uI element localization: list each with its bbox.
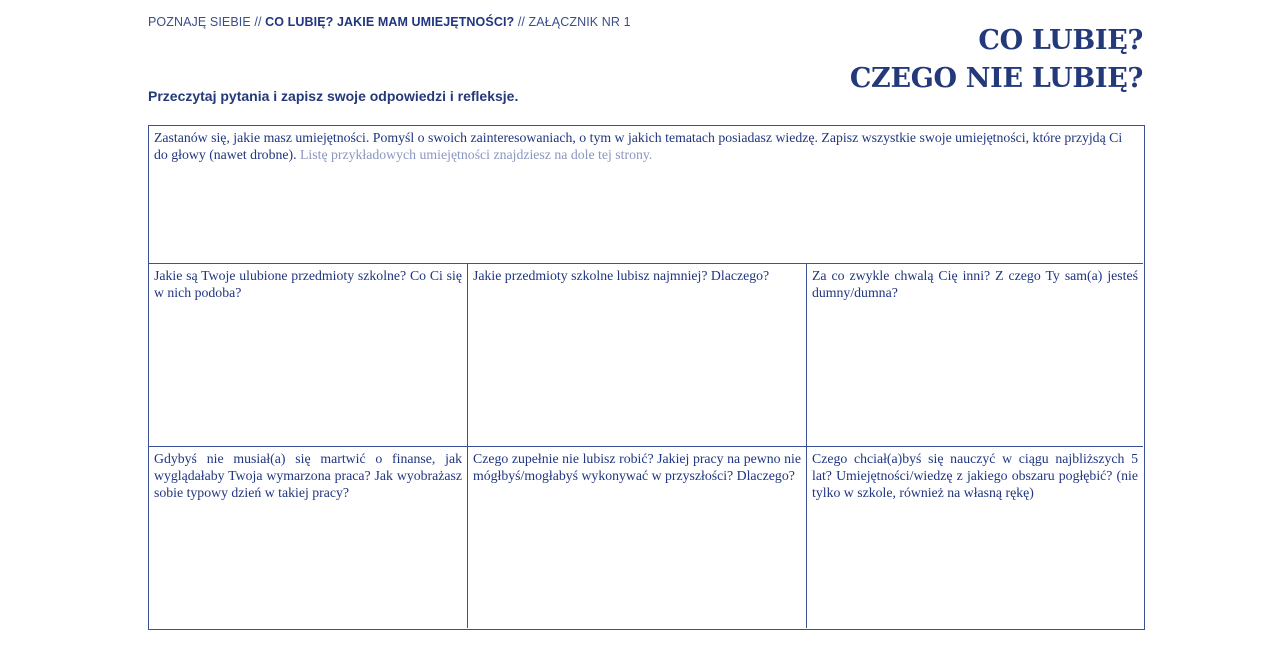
breadcrumb-attachment: // ZAŁĄCZNIK NR 1: [514, 15, 631, 29]
worksheet-grid: [148, 125, 1145, 630]
instruction-text: Przeczytaj pytania i zapisz swoje odpowiedzi i refleksje.: [148, 88, 519, 104]
question-box-favourite-subjects[interactable]: [149, 264, 468, 447]
breadcrumb-current: CO LUBIĘ? JAKIE MAM UMIEJĘTNOŚCI?: [265, 15, 515, 29]
question-text: Jakie są Twoje ulubione przedmioty szkolne? Co Ci się w nich podoba?: [154, 268, 462, 300]
question-text: Za co zwykle chwalą Cię inni? Z czego Ty sam(a) jesteś dumny/dumna?: [812, 268, 1138, 300]
breadcrumb: [148, 15, 631, 29]
question-box-praise[interactable]: [807, 264, 1143, 447]
question-text: Jakie przedmioty szkolne lubisz najmniej? Dlaczego?: [473, 268, 770, 283]
question-box-disliked-work[interactable]: [468, 447, 807, 628]
page-title-line-1: CO LUBIĘ?: [978, 25, 1143, 56]
breadcrumb-section: POZNAJĘ SIEBIE //: [148, 15, 266, 29]
skills-answer-box[interactable]: [149, 126, 1143, 264]
page-title-line-2: CZEGO NIE LUBIĘ?: [849, 63, 1143, 94]
skills-prompt: Zastanów się, jakie masz umiejętności. Pomyśl o swoich zainteresowaniach, o tym w jakich tematach posiadasz wiedzę. Zapisz wszystkie swoje umiejętności, które przyjdą Ci do głowy (nawet drobne).: [154, 130, 1123, 162]
question-text: Gdybyś nie musiał(a) się martwić o finanse, jak wyglądałaby Twoja wymarzona praca? Jak wyobrażasz sobie typowy dzień w takiej pracy?: [154, 451, 462, 500]
page-title: [850, 22, 1143, 98]
question-text: Czego zupełnie nie lubisz robić? Jakiej pracy na pewno nie mógłbyś/mogłabyś wykonywać w przyszłości? Dlaczego?: [473, 451, 801, 483]
question-box-least-liked-subjects[interactable]: [468, 264, 807, 447]
skills-hint: Listę przykładowych umiejętności znajdziesz na dole tej strony.: [296, 147, 653, 162]
question-box-learning-goals[interactable]: [807, 447, 1143, 628]
question-box-dream-job[interactable]: [149, 447, 468, 628]
question-text: Czego chciał(a)byś się nauczyć w ciągu najbliższych 5 lat? Umiejętności/wiedzę z jakiego obszaru pogłębić? (nie tylko w szkole, również na własną rękę): [812, 451, 1138, 500]
